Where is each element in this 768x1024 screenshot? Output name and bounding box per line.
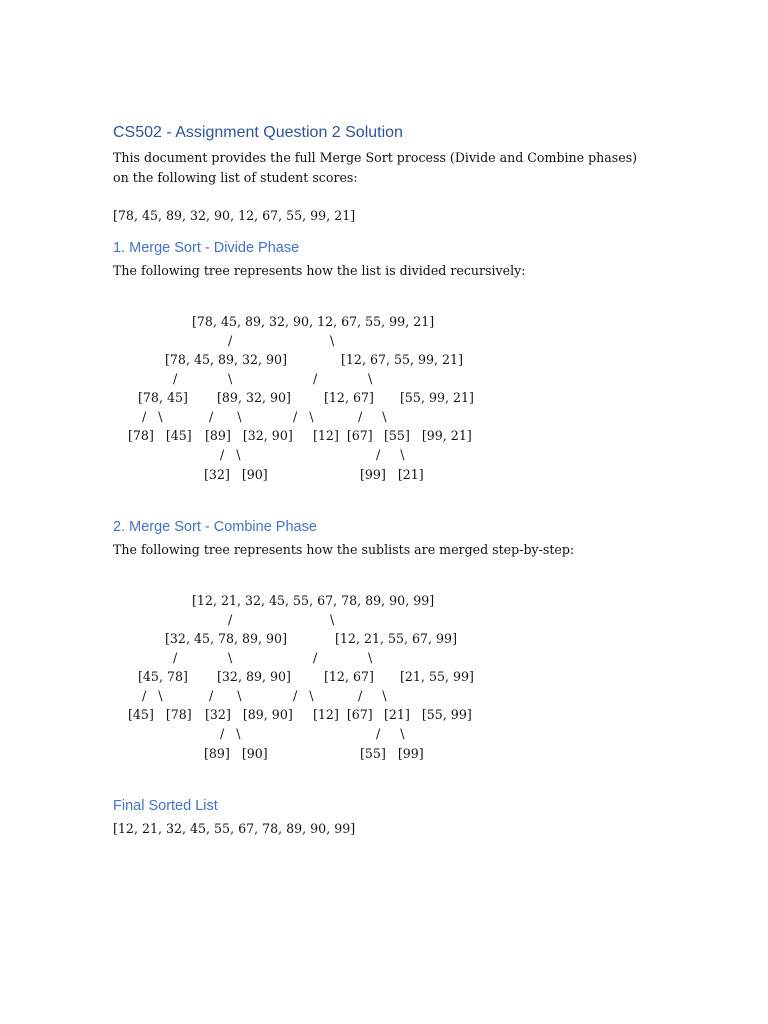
tree-node: [99] [21]	[360, 467, 424, 482]
tree-node: [78, 45, 89, 32, 90]	[165, 352, 287, 367]
tree-node: [89] [32, 90]	[205, 428, 293, 443]
tree-node: [12, 67, 55, 99, 21]	[341, 352, 463, 367]
tree-node: [45, 78]	[138, 669, 188, 684]
tree-edge: / \	[376, 447, 405, 462]
tree-node: [55, 99, 21]	[400, 390, 474, 405]
combine-heading: 2. Merge Sort - Combine Phase	[113, 519, 317, 535]
tree-node: [32, 45, 78, 89, 90]	[165, 631, 287, 646]
tree-node: [55] [99]	[360, 746, 424, 761]
tree-edge: / \	[358, 688, 387, 703]
tree-edge: /	[313, 371, 318, 386]
tree-edge: / \	[293, 688, 314, 703]
tree-node: [32, 89, 90]	[217, 669, 291, 684]
tree-edge: / \	[376, 726, 405, 741]
tree-node: [32] [90]	[204, 467, 268, 482]
tree-edge: \	[330, 333, 335, 348]
tree-edge: / \	[209, 688, 242, 703]
tree-edge: /	[228, 612, 233, 627]
tree-node: [32] [89, 90]	[205, 707, 293, 722]
combine-description: The following tree represents how the sublists are merged step-by-step:	[113, 542, 575, 557]
input-list: [78, 45, 89, 32, 90, 12, 67, 55, 99, 21]	[113, 208, 356, 223]
tree-node: [45] [78]	[128, 707, 192, 722]
tree-edge: \	[368, 371, 373, 386]
tree-edge: /	[173, 650, 178, 665]
tree-node: [12, 67]	[324, 669, 374, 684]
tree-edge: / \	[358, 409, 387, 424]
tree-node: [12, 67]	[324, 390, 374, 405]
tree-edge: \	[368, 650, 373, 665]
tree-edge: /	[313, 650, 318, 665]
tree-node: [12, 21, 32, 45, 55, 67, 78, 89, 90, 99]	[192, 593, 435, 608]
tree-edge: / \	[142, 409, 163, 424]
tree-edge: \	[330, 612, 335, 627]
tree-edge: / \	[220, 447, 241, 462]
tree-edge: \	[228, 371, 233, 386]
tree-edge: / \	[220, 726, 241, 741]
divide-heading: 1. Merge Sort - Divide Phase	[113, 240, 300, 256]
tree-node: [78, 45]	[138, 390, 188, 405]
tree-edge: \	[228, 650, 233, 665]
tree-node: [89] [90]	[204, 746, 268, 761]
tree-edge: / \	[209, 409, 242, 424]
tree-node: [12, 21, 55, 67, 99]	[335, 631, 457, 646]
tree-node: [78, 45, 89, 32, 90, 12, 67, 55, 99, 21]	[192, 314, 435, 329]
tree-edge: / \	[293, 409, 314, 424]
divide-description: The following tree represents how the list is divided recursively:	[113, 263, 526, 278]
tree-node: [21, 55, 99]	[400, 669, 474, 684]
tree-node: [12] [67]	[313, 428, 373, 443]
tree-edge: /	[228, 333, 233, 348]
tree-node: [21] [55, 99]	[384, 707, 472, 722]
tree-node: [89, 32, 90]	[217, 390, 291, 405]
intro-paragraph: This document provides the full Merge Sort process (Divide and Combine phases) on the following list of student scores:	[113, 150, 638, 185]
tree-edge: / \	[142, 688, 163, 703]
tree-node: [55] [99, 21]	[384, 428, 472, 443]
tree-edge: /	[173, 371, 178, 386]
tree-node: [12] [67]	[313, 707, 373, 722]
tree-node: [78] [45]	[128, 428, 192, 443]
final-sorted-list: [12, 21, 32, 45, 55, 67, 78, 89, 90, 99]	[113, 821, 356, 836]
final-heading: Final Sorted List	[113, 798, 218, 814]
document-title: CS502 - Assignment Question 2 Solution	[113, 124, 403, 141]
